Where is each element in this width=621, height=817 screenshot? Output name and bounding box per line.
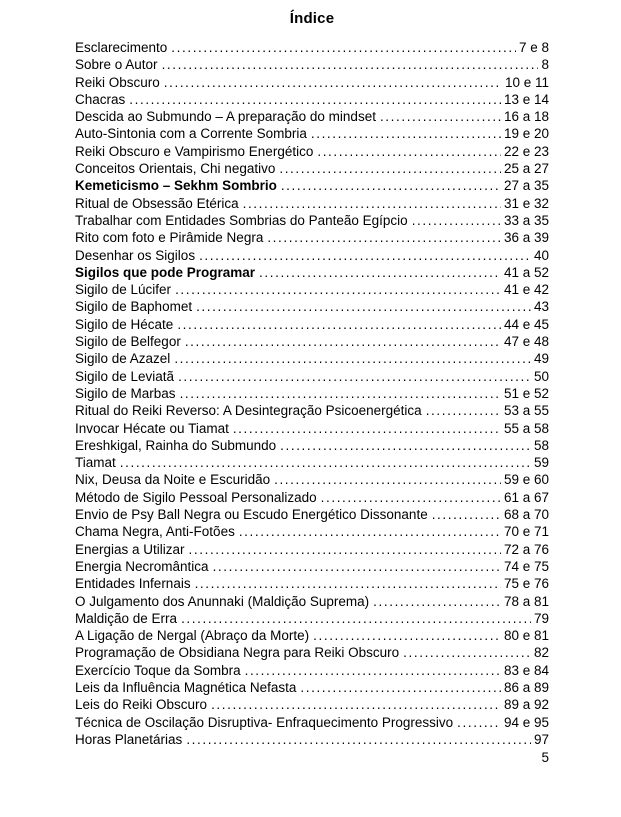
toc-entry-label: Maldição de Erra [75, 610, 178, 626]
toc-entry [75, 247, 549, 264]
toc-entry-label: Leis da Influência Magnética Nefasta [75, 679, 297, 695]
toc-entry-pages: 79 [533, 610, 549, 626]
toc-entry-pages: 16 a 18 [503, 109, 549, 125]
toc-entry [75, 264, 549, 281]
toc-leader-dots [279, 160, 501, 177]
toc-leader-dots [199, 247, 531, 264]
toc-entry-pages: 41 a 52 [503, 264, 549, 280]
toc-entry-label: Entidades Infernais [75, 576, 191, 592]
toc-entry [75, 644, 549, 661]
toc-entry-pages: 59 e 60 [503, 472, 549, 488]
toc-leader-dots [180, 385, 501, 402]
toc-entry-pages: 36 a 39 [503, 230, 549, 246]
toc-leader-dots [412, 212, 501, 229]
toc-entry-label: Rito com foto e Pirâmide Negra [75, 230, 264, 246]
toc-entry [75, 177, 549, 194]
toc-entry-pages: 51 e 52 [503, 385, 549, 401]
toc-entry-pages: 43 [533, 299, 549, 315]
toc-entry [75, 281, 549, 298]
toc-leader-dots [274, 471, 501, 488]
toc-entry-pages: 97 [533, 731, 549, 747]
toc-entry-label: Envio de Psy Ball Negra ou Escudo Energético Dissonante [75, 507, 428, 523]
toc-leader-dots [211, 696, 501, 713]
toc-entry-label: Exercício Toque da Sombra [75, 662, 241, 678]
toc-entry-label: Energias a Utilizar [75, 541, 185, 557]
toc-entry-label: Técnica de Oscilação Disruptiva- Enfraquecimento Progressivo [75, 714, 454, 730]
toc-entry [75, 298, 549, 315]
page-title: Índice [289, 10, 335, 27]
toc-leader-dots [177, 316, 501, 333]
toc-list [75, 39, 549, 748]
toc-entry-label: Nix, Deusa da Noite e Escuridão [75, 472, 271, 488]
toc-entry-label: Ritual de Obsessão Etérica [75, 195, 239, 211]
toc-entry [75, 593, 549, 610]
toc-entry-label: Sigilo de Leviatã [75, 368, 175, 384]
toc-entry-pages: 72 a 76 [503, 541, 549, 557]
toc-entry-label: Invocar Hécate ou Tiamat [75, 420, 229, 436]
toc-entry-pages: 86 a 89 [503, 679, 549, 695]
toc-entry-pages: 50 [533, 368, 549, 384]
toc-entry [75, 212, 549, 229]
toc-entry-pages: 75 e 76 [503, 576, 549, 592]
toc-entry-label: Trabalhar com Entidades Sombrias do Panteão Egípcio [75, 212, 408, 228]
toc-entry-pages: 80 e 81 [503, 628, 549, 644]
toc-entry-label: Sobre o Autor [75, 57, 158, 73]
toc-entry [75, 333, 549, 350]
page-number: 5 [541, 750, 549, 766]
toc-entry-label: Leis do Reiki Obscuro [75, 697, 208, 713]
toc-entry [75, 610, 549, 627]
toc-leader-dots [311, 125, 501, 142]
toc-leader-dots [181, 610, 531, 627]
toc-entry-pages: 10 e 11 [504, 74, 549, 90]
toc-entry-label: Sigilos que pode Programar [75, 264, 256, 280]
toc-entry-pages: 44 e 45 [503, 316, 549, 332]
toc-entry-pages: 68 a 70 [503, 507, 549, 523]
toc-entry [75, 229, 549, 246]
toc-entry-label: Sigilo de Baphomet [75, 299, 193, 315]
toc-entry-pages: 94 e 95 [503, 714, 549, 730]
toc-entry [75, 195, 549, 212]
toc-entry-pages: 78 a 81 [503, 593, 549, 609]
toc-entry-pages: 19 e 20 [503, 126, 549, 142]
toc-entry-label: Sigilo de Hécate [75, 316, 174, 332]
toc-entry-label: Chacras [75, 91, 126, 107]
toc-entry [75, 437, 549, 454]
toc-entry-pages: 55 a 58 [503, 420, 549, 436]
toc-entry-label: Kemeticismo – Sekhm Sombrio [75, 178, 277, 194]
toc-leader-dots [175, 281, 501, 298]
toc-entry-pages: 8 [541, 57, 549, 73]
toc-leader-dots [233, 420, 501, 437]
toc-entry-label: Sigilo de Azazel [75, 351, 171, 367]
toc-entry-label: Reiki Obscuro e Vampirismo Energético [75, 143, 314, 159]
toc-entry-pages: 70 e 71 [503, 524, 549, 540]
toc-entry [75, 662, 549, 679]
toc-leader-dots [239, 523, 501, 540]
toc-leader-dots [321, 489, 501, 506]
toc-entry-pages: 7 e 8 [518, 40, 549, 55]
toc-entry [75, 143, 549, 160]
toc-leader-dots [313, 627, 501, 644]
toc-entry-pages: 53 a 55 [503, 403, 549, 419]
toc-entry-pages: 49 [533, 351, 549, 367]
toc-leader-dots [432, 506, 501, 523]
toc-leader-dots [186, 731, 531, 748]
toc-entry-label: A Ligação de Nergal (Abraço da Morte) [75, 628, 310, 644]
toc-entry-label: Sigilo de Marbas [75, 385, 176, 401]
toc-entry [75, 316, 549, 333]
toc-entry-label: O Julgamento dos Anunnaki (Maldição Suprema) [75, 593, 370, 609]
toc-entry-pages: 89 a 92 [503, 697, 549, 713]
toc-entry [75, 489, 549, 506]
toc-leader-dots [129, 91, 501, 108]
toc-leader-dots [245, 662, 501, 679]
toc-entry-pages: 82 [533, 645, 549, 661]
toc-entry [75, 471, 549, 488]
toc-entry-label: Chama Negra, Anti-Fotões [75, 524, 235, 540]
toc-entry [75, 696, 549, 713]
toc-entry-label: Energia Necromântica [75, 558, 209, 574]
toc-entry-label: Horas Planetárias [75, 731, 183, 747]
toc-entry [75, 385, 549, 402]
toc-entry-pages: 74 e 75 [503, 558, 549, 574]
toc-entry-label: Descida ao Submundo – A preparação do mindset [75, 109, 376, 125]
toc-entry [75, 523, 549, 540]
toc-entry-pages: 41 e 42 [503, 282, 549, 298]
toc-leader-dots [373, 593, 501, 610]
toc-leader-dots [174, 350, 531, 367]
toc-entry-label: Reiki Obscuro [75, 74, 160, 90]
toc-leader-dots [457, 714, 501, 731]
toc-entry [75, 714, 549, 731]
toc-entry-pages: 47 e 48 [503, 334, 549, 350]
toc-leader-dots [196, 298, 531, 315]
toc-entry-label: Conceitos Orientais, Chi negativo [75, 161, 276, 177]
toc-entry-pages: 25 a 27 [503, 161, 549, 177]
toc-entry-pages: 27 a 35 [503, 178, 549, 194]
toc-entry [75, 558, 549, 575]
toc-entry [75, 39, 549, 56]
toc-entry-pages: 31 e 32 [503, 195, 549, 211]
toc-entry [75, 350, 549, 367]
toc-leader-dots [281, 177, 501, 194]
toc-entry-pages: 59 [533, 455, 549, 471]
toc-leader-dots [213, 558, 501, 575]
toc-entry [75, 160, 549, 177]
toc-leader-dots [426, 402, 501, 419]
toc-leader-dots [259, 264, 501, 281]
toc-leader-dots [403, 644, 531, 661]
toc-leader-dots [178, 368, 531, 385]
toc-leader-dots [171, 39, 516, 56]
toc-leader-dots [300, 679, 501, 696]
toc-entry [75, 575, 549, 592]
toc-leader-dots [162, 56, 539, 73]
toc-entry [75, 91, 549, 108]
toc-leader-dots [280, 437, 531, 454]
toc-entry [75, 125, 549, 142]
toc-leader-dots [243, 195, 501, 212]
toc-entry [75, 108, 549, 125]
toc-entry-pages: 22 e 23 [503, 143, 549, 159]
toc-entry [75, 627, 549, 644]
toc-entry-label: Programação de Obsidiana Negra para Reiki Obscuro [75, 645, 400, 661]
toc-entry-pages: 83 e 84 [503, 662, 549, 678]
toc-leader-dots [317, 143, 501, 160]
toc-entry-label: Esclarecimento [75, 40, 168, 55]
toc-entry [75, 420, 549, 437]
toc-entry [75, 731, 549, 748]
toc-entry-label: Desenhar os Sigilos [75, 247, 196, 263]
toc-leader-dots [185, 333, 501, 350]
toc-leader-dots [189, 541, 501, 558]
toc-entry-label: Ereshkigal, Rainha do Submundo [75, 437, 277, 453]
toc-leader-dots [120, 454, 531, 471]
toc-entry [75, 454, 549, 471]
toc-entry [75, 679, 549, 696]
toc-entry-pages: 33 a 35 [503, 212, 549, 228]
toc-leader-dots [267, 229, 501, 246]
toc-entry-label: Sigilo de Belfegor [75, 334, 181, 350]
toc-entry-label: Método de Sigilo Pessoal Personalizado [75, 489, 317, 505]
toc-entry-label: Ritual do Reiki Reverso: A Desintegração Psicoenergética [75, 403, 422, 419]
toc-entry-pages: 40 [533, 247, 549, 263]
toc-entry [75, 74, 549, 91]
toc-entry-pages: 58 [533, 437, 549, 453]
toc-entry [75, 56, 549, 73]
toc-entry-label: Sigilo de Lúcifer [75, 282, 172, 298]
toc-entry-label: Tiamat [75, 455, 116, 471]
toc-entry-label: Auto-Sintonia com a Corrente Sombria [75, 126, 307, 142]
toc-leader-dots [195, 575, 501, 592]
toc-entry-pages: 13 e 14 [503, 91, 549, 107]
toc-entry [75, 368, 549, 385]
toc-entry-pages: 61 a 67 [503, 489, 549, 505]
toc-entry [75, 506, 549, 523]
toc-entry [75, 402, 549, 419]
toc-leader-dots [164, 74, 502, 91]
toc-entry [75, 541, 549, 558]
toc-leader-dots [380, 108, 501, 125]
